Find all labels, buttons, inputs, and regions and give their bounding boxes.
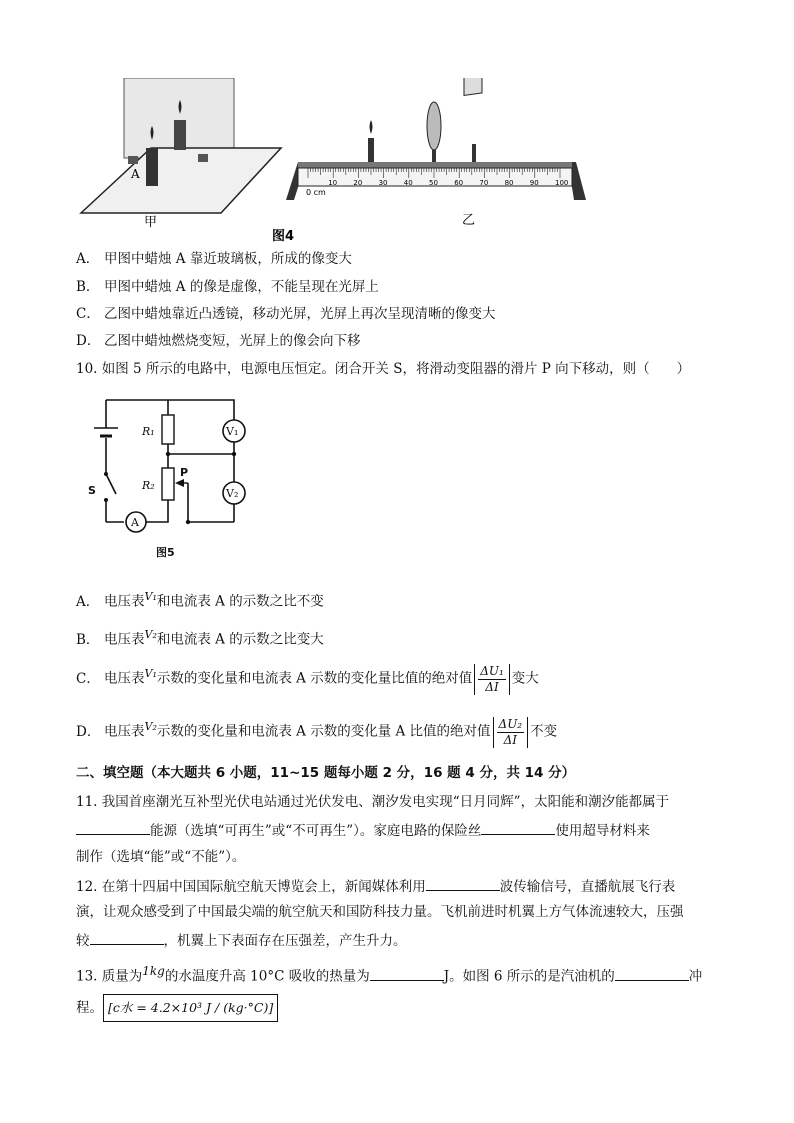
convex-lens	[427, 102, 441, 150]
ruler-tick-label: 80	[504, 179, 514, 187]
q11-line-1: 11. 我国首座潮光互补型光伏电站通过光伏发电、潮汐发电实现“日月同辉”，太阳能和潮汐能都属于	[76, 794, 670, 810]
q10-option-b: B． 电压表$^{V_2}$和电流表 A 的示数之比变大	[76, 628, 324, 648]
fraction-du2-di: $\frac{\text{ΔU₂}}{\Delta I}$	[493, 717, 529, 748]
resistor-r1	[162, 415, 174, 444]
q11-blank-2	[481, 820, 555, 835]
q9-option-b: B． 甲图中蜡烛 A 的像是虚像，不能呈现在光屏上	[76, 279, 379, 295]
light-screen	[464, 78, 482, 95]
resistor-r2	[162, 468, 174, 500]
candle-image	[174, 120, 186, 150]
q11-line-3: 制作（选填“能”或“不能”）。	[76, 849, 246, 865]
svg-text:V₁: V₁	[226, 425, 239, 438]
fraction-du1-di: $\frac{\text{ΔU₁}}{\Delta I}$	[474, 664, 510, 695]
svg-text:0 cm: 0 cm	[306, 188, 326, 197]
bench-candle	[368, 138, 374, 162]
slider-p	[175, 479, 184, 487]
ruler-tick-label: 60	[454, 179, 464, 187]
q10-stem: 10. 如图 5 所示的电路中，电源电压恒定。闭合开关 S，将滑动变阻器的滑片 P 向下移动，则（ ）	[76, 361, 691, 377]
q13-blank-2	[615, 966, 689, 981]
q11-blank-1	[76, 820, 150, 835]
figure-4-caption: 图4	[272, 229, 295, 243]
svg-text:R₂: R₂	[142, 479, 155, 492]
q13-blank-1	[370, 966, 444, 981]
figure-5-circuit	[76, 390, 276, 565]
ruler-tick-label: 50	[429, 179, 438, 187]
ruler-tick-label: 40	[403, 179, 413, 187]
q11-line-2: 能源（选填“可再生”或“不可再生”）。家庭电路的保险丝 使用超导材料来	[76, 820, 650, 840]
figure-4	[76, 78, 596, 243]
q10-option-d: D． 电压表$^{V_2}$示数的变化量和电流表 A 示数的变化量 A 比值的绝对值 $\frac{\text{ΔU₂}}{\Delta I}$ 不变	[76, 716, 558, 747]
candle-a-label: A	[131, 167, 140, 181]
figure-label-jia: 甲	[144, 215, 158, 230]
ruler-tick-label: 10	[328, 179, 338, 187]
candle-a	[146, 148, 158, 186]
svg-text:A: A	[131, 516, 139, 529]
ruler-tick-label: 70	[479, 179, 489, 187]
ruler-tick-label: 30	[378, 179, 388, 187]
q13-line-2: 程。 [c水 = 4.2×10³ J / (kg·°C)]	[76, 994, 278, 1022]
q12-blank-1	[426, 876, 500, 891]
q12-line-1: 12. 在第十四届中国国际航空航天博览会上，新闻媒体利用 波传输信号，直播航展飞行表	[76, 876, 675, 896]
ruler-tick-label: 20	[353, 179, 363, 187]
q13-line-1: 13. 质量为1kg的水温度升高 10°C 吸收的热量为 J。如图 6 所示的是汽油机的 冲	[76, 964, 703, 985]
q10-option-c: C． 电压表$^{V_1}$示数的变化量和电流表 A 示数的变化量比值的绝对值 $\frac{\text{ΔU₁}}{\Delta I}$ 变大	[76, 663, 539, 694]
svg-text:P: P	[180, 466, 189, 479]
q10-option-a: A． 电压表$^{V_1}$和电流表 A 的示数之比不变	[76, 590, 324, 610]
table-surface	[81, 148, 281, 213]
svg-text:V₂: V₂	[226, 487, 239, 500]
section-2-heading: 二、填空题（本大题共 6 小题，11~15 题每小题 2 分，16 题 4 分，共 14 分）	[76, 765, 576, 781]
figure-5-caption: 图5	[156, 546, 175, 559]
svg-text:S: S	[88, 484, 96, 497]
ruler-tick-label: 90	[529, 179, 539, 187]
figure-label-yi: 乙	[462, 213, 476, 228]
q9-option-c: C． 乙图中蜡烛靠近凸透镜，移动光屏，光屏上再次呈现清晰的像变大	[76, 306, 496, 322]
q12-line-2: 演，让观众感受到了中国最尖端的航空航天和国防科技力量。飞机前进时机翼上方气体流速较大，压强	[76, 904, 684, 920]
ruler-tick-label: 100	[555, 179, 569, 187]
svg-text:R₁: R₁	[142, 425, 155, 438]
q12-line-3: 较 ，机翼上下表面存在压强差，产生升力。	[76, 930, 407, 950]
q9-option-d: D． 乙图中蜡烛燃烧变短，光屏上的像会向下移	[76, 333, 361, 349]
specific-heat-formula: [c水 = 4.2×10³ J / (kg·°C)]	[103, 994, 278, 1022]
q9-option-a: A． 甲图中蜡烛 A 靠近玻璃板，所成的像变大	[76, 251, 352, 267]
switch-s	[106, 474, 116, 494]
q12-blank-2	[90, 930, 164, 945]
